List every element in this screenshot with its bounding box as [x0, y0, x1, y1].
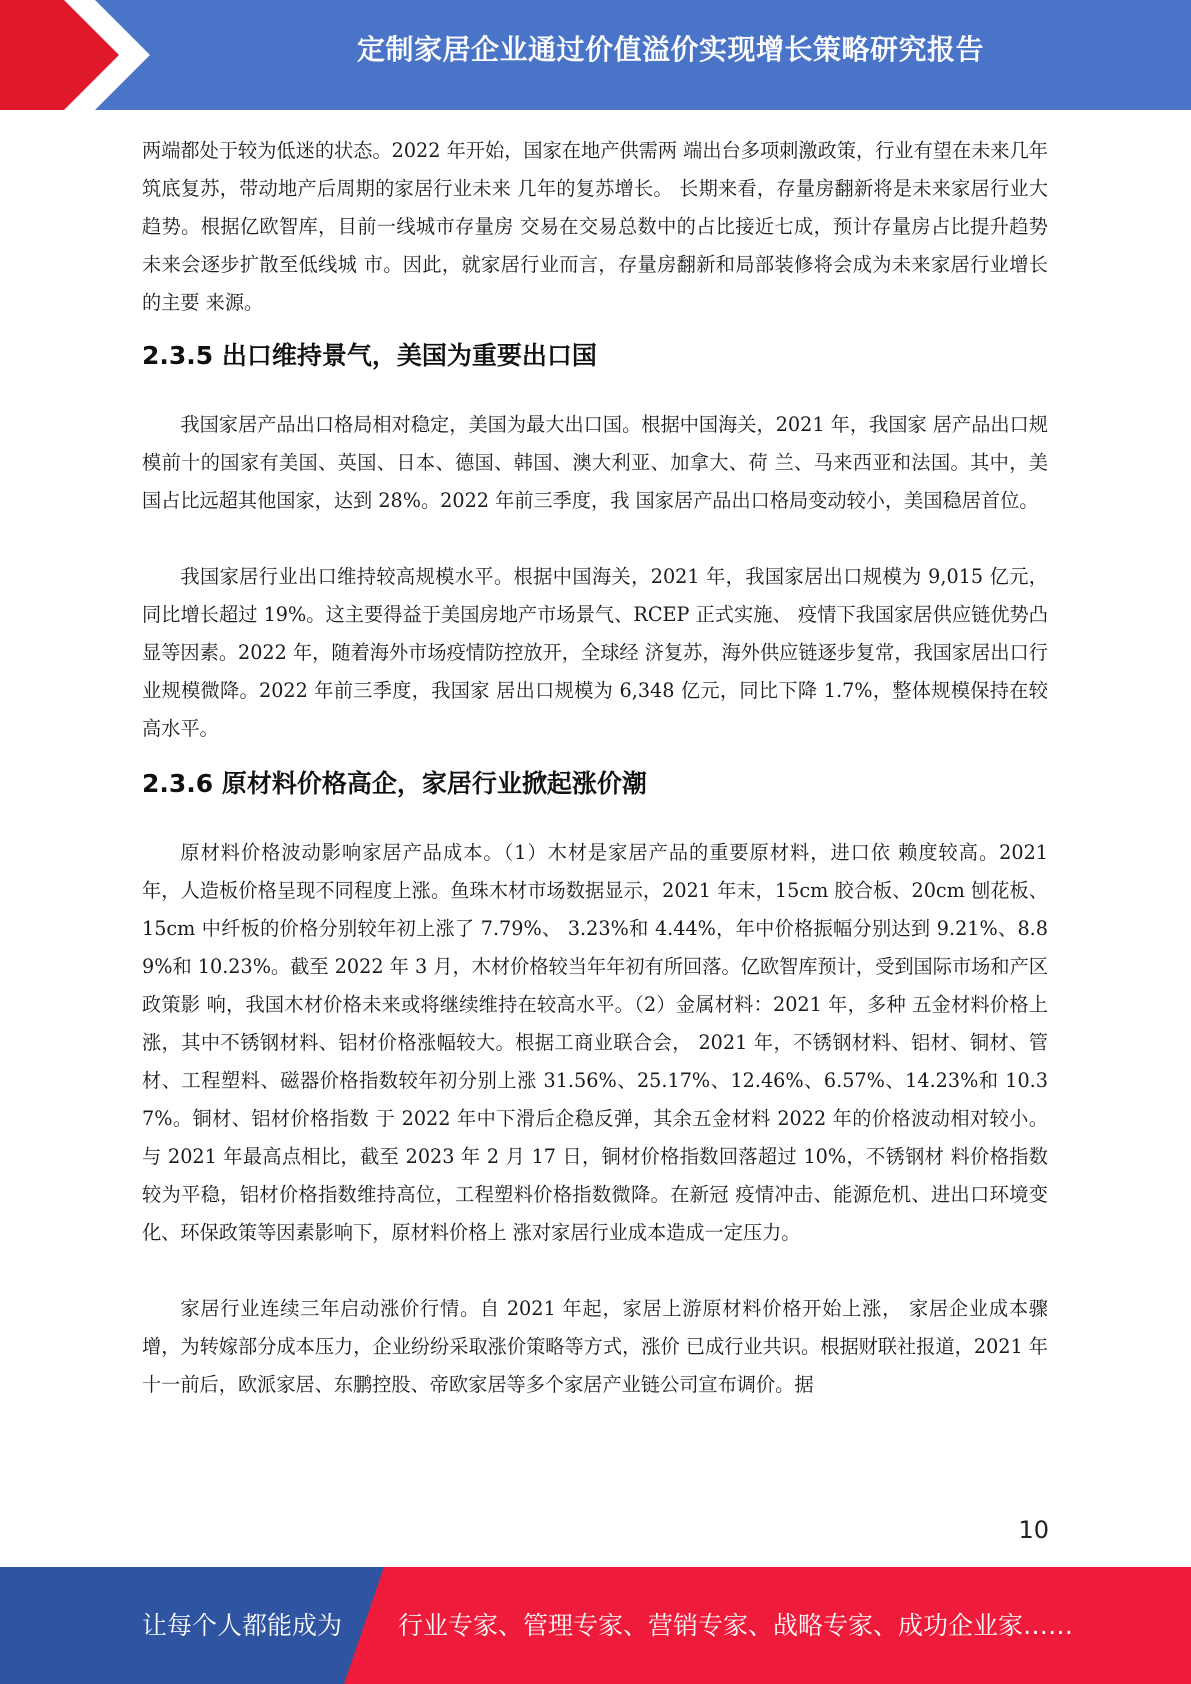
footer-slogan-left: 让每个人都能成为 [142, 1611, 343, 1640]
report-header [0, 0, 1191, 110]
section-2-3-5-paragraph-2: 我国家居行业出口维持较高规模水平。根据中国海关，2021 年，我国家居出口规模为 9,015 亿元，同比增长超过 19%。这主要得益于美国房地产市场景气、RCEP 正式实施、 疫情下我国家居供应链优势凸显等因素。2022 年，随着海外市场疫情防控放开，全球经 济复苏，海外供应链逐步复常，我国家居出口行业规模微降。2022 年前三季度，我国家 居出口规模为 6,348 亿元，同比下降 1.7%，整体规模保持在较高水平。 [142, 565, 1048, 740]
report-footer [0, 1567, 1191, 1684]
intro-paragraph: 两端都处于较为低迷的状态。2022 年开始，国家在地产供需两 端出台多项刺激政策，行业有望在未来几年筑底复苏，带动地产后周期的家居行业未来 几年的复苏增长。 长期来看，存量房翻新将是未来家居行业大趋势。根据亿欧智库，目前一线城市存量房 交易在交易总数中的占比接近七成，预计存量房占比提升趋势未来会逐步扩散至低线城 市。因此，就家居行业而言，存量房翻新和局部装修将会成为未来家居行业增长的主要 来源。 [142, 139, 1048, 314]
section-2-3-6-paragraph-2: 家居行业连续三年启动涨价行情。自 2021 年起，家居上游原材料价格开始上涨， 家居企业成本骤增，为转嫁部分成本压力，企业纷纷采取涨价策略等方式，涨价 已成行业共识。根据财联社报道，2021 年十一前后，欧派家居、东鹏控股、帝欧家居等多个家居产业链公司宣布调价。据 [142, 1297, 1048, 1396]
page-body [142, 132, 1048, 1404]
section-2-3-6-paragraph-1: 原材料价格波动影响家居产品成本。（1）木材是家居产品的重要原材料，进口依 赖度较高。2021 年，人造板价格呈现不同程度上涨。鱼珠木材市场数据显示，2021 年末，15cm 胶合板、20cm 刨花板、15cm 中纤板的价格分别较年初上涨了 7.79%、 3.23%和 4.44%，年中价格振幅分别达到 9.21%、8.89%和 10.23%。截至 2022 年 3 月，木材价格较当年年初有所回落。亿欧智库预计，受到国际市场和产区政策影 响，我国木材价格未来或将继续维持在较高水平。（2）金属材料：2021 年，多种 五金材料价格上涨，其中不锈钢材料、铝材价格涨幅较大。根据工商业联合会， 2021 年，不锈钢材料、铝材、铜材、管材、工程塑料、磁器价格指数较年初分别上涨 31.56%、25.17%、12.46%、6.57%、14.23%和 10.37%。铜材、铝材价格指数 于 2022 年中下滑后企稳反弹，其余五金材料 2022 年的价格波动相对较小。与 2021 年最高点相比，截至 2023 年 2 月 17 日，铜材价格指数回落超过 10%，不锈钢材 料价格指数较为平稳，铝材价格指数维持高位，工程塑料价格指数微降。在新冠 疫情冲击、能源危机、进出口环境变化、环保政策等因素影响下，原材料价格上 涨对家居行业成本造成一定压力。 [142, 841, 1048, 1244]
report-title: 定制家居企业通过价值溢价实现增长策略研究报告 [356, 33, 984, 66]
section-2-3-5-paragraph-1: 我国家居产品出口格局相对稳定，美国为最大出口国。根据中国海关，2021 年，我国家 居产品出口规模前十的国家有美国、英国、日本、德国、韩国、澳大利亚、加拿大、荷 兰、马来西亚和法国。其中，美国占比远超其他国家，达到 28%。2022 年前三季度，我 国家居产品出口格局变动较小，美国稳居首位。 [142, 413, 1048, 512]
footer-slogan-right: 行业专家、管理专家、营销专家、战略专家、成功企业家…… [398, 1611, 1074, 1640]
header-chevron-decoration [0, 0, 160, 110]
section-heading-2-3-5: 2.3.5 出口维持景气，美国为重要出口国 [142, 341, 597, 370]
page-number: 10 [1018, 1516, 1049, 1544]
section-heading-2-3-6: 2.3.6 原材料价格高企，家居行业掀起涨价潮 [142, 769, 647, 798]
